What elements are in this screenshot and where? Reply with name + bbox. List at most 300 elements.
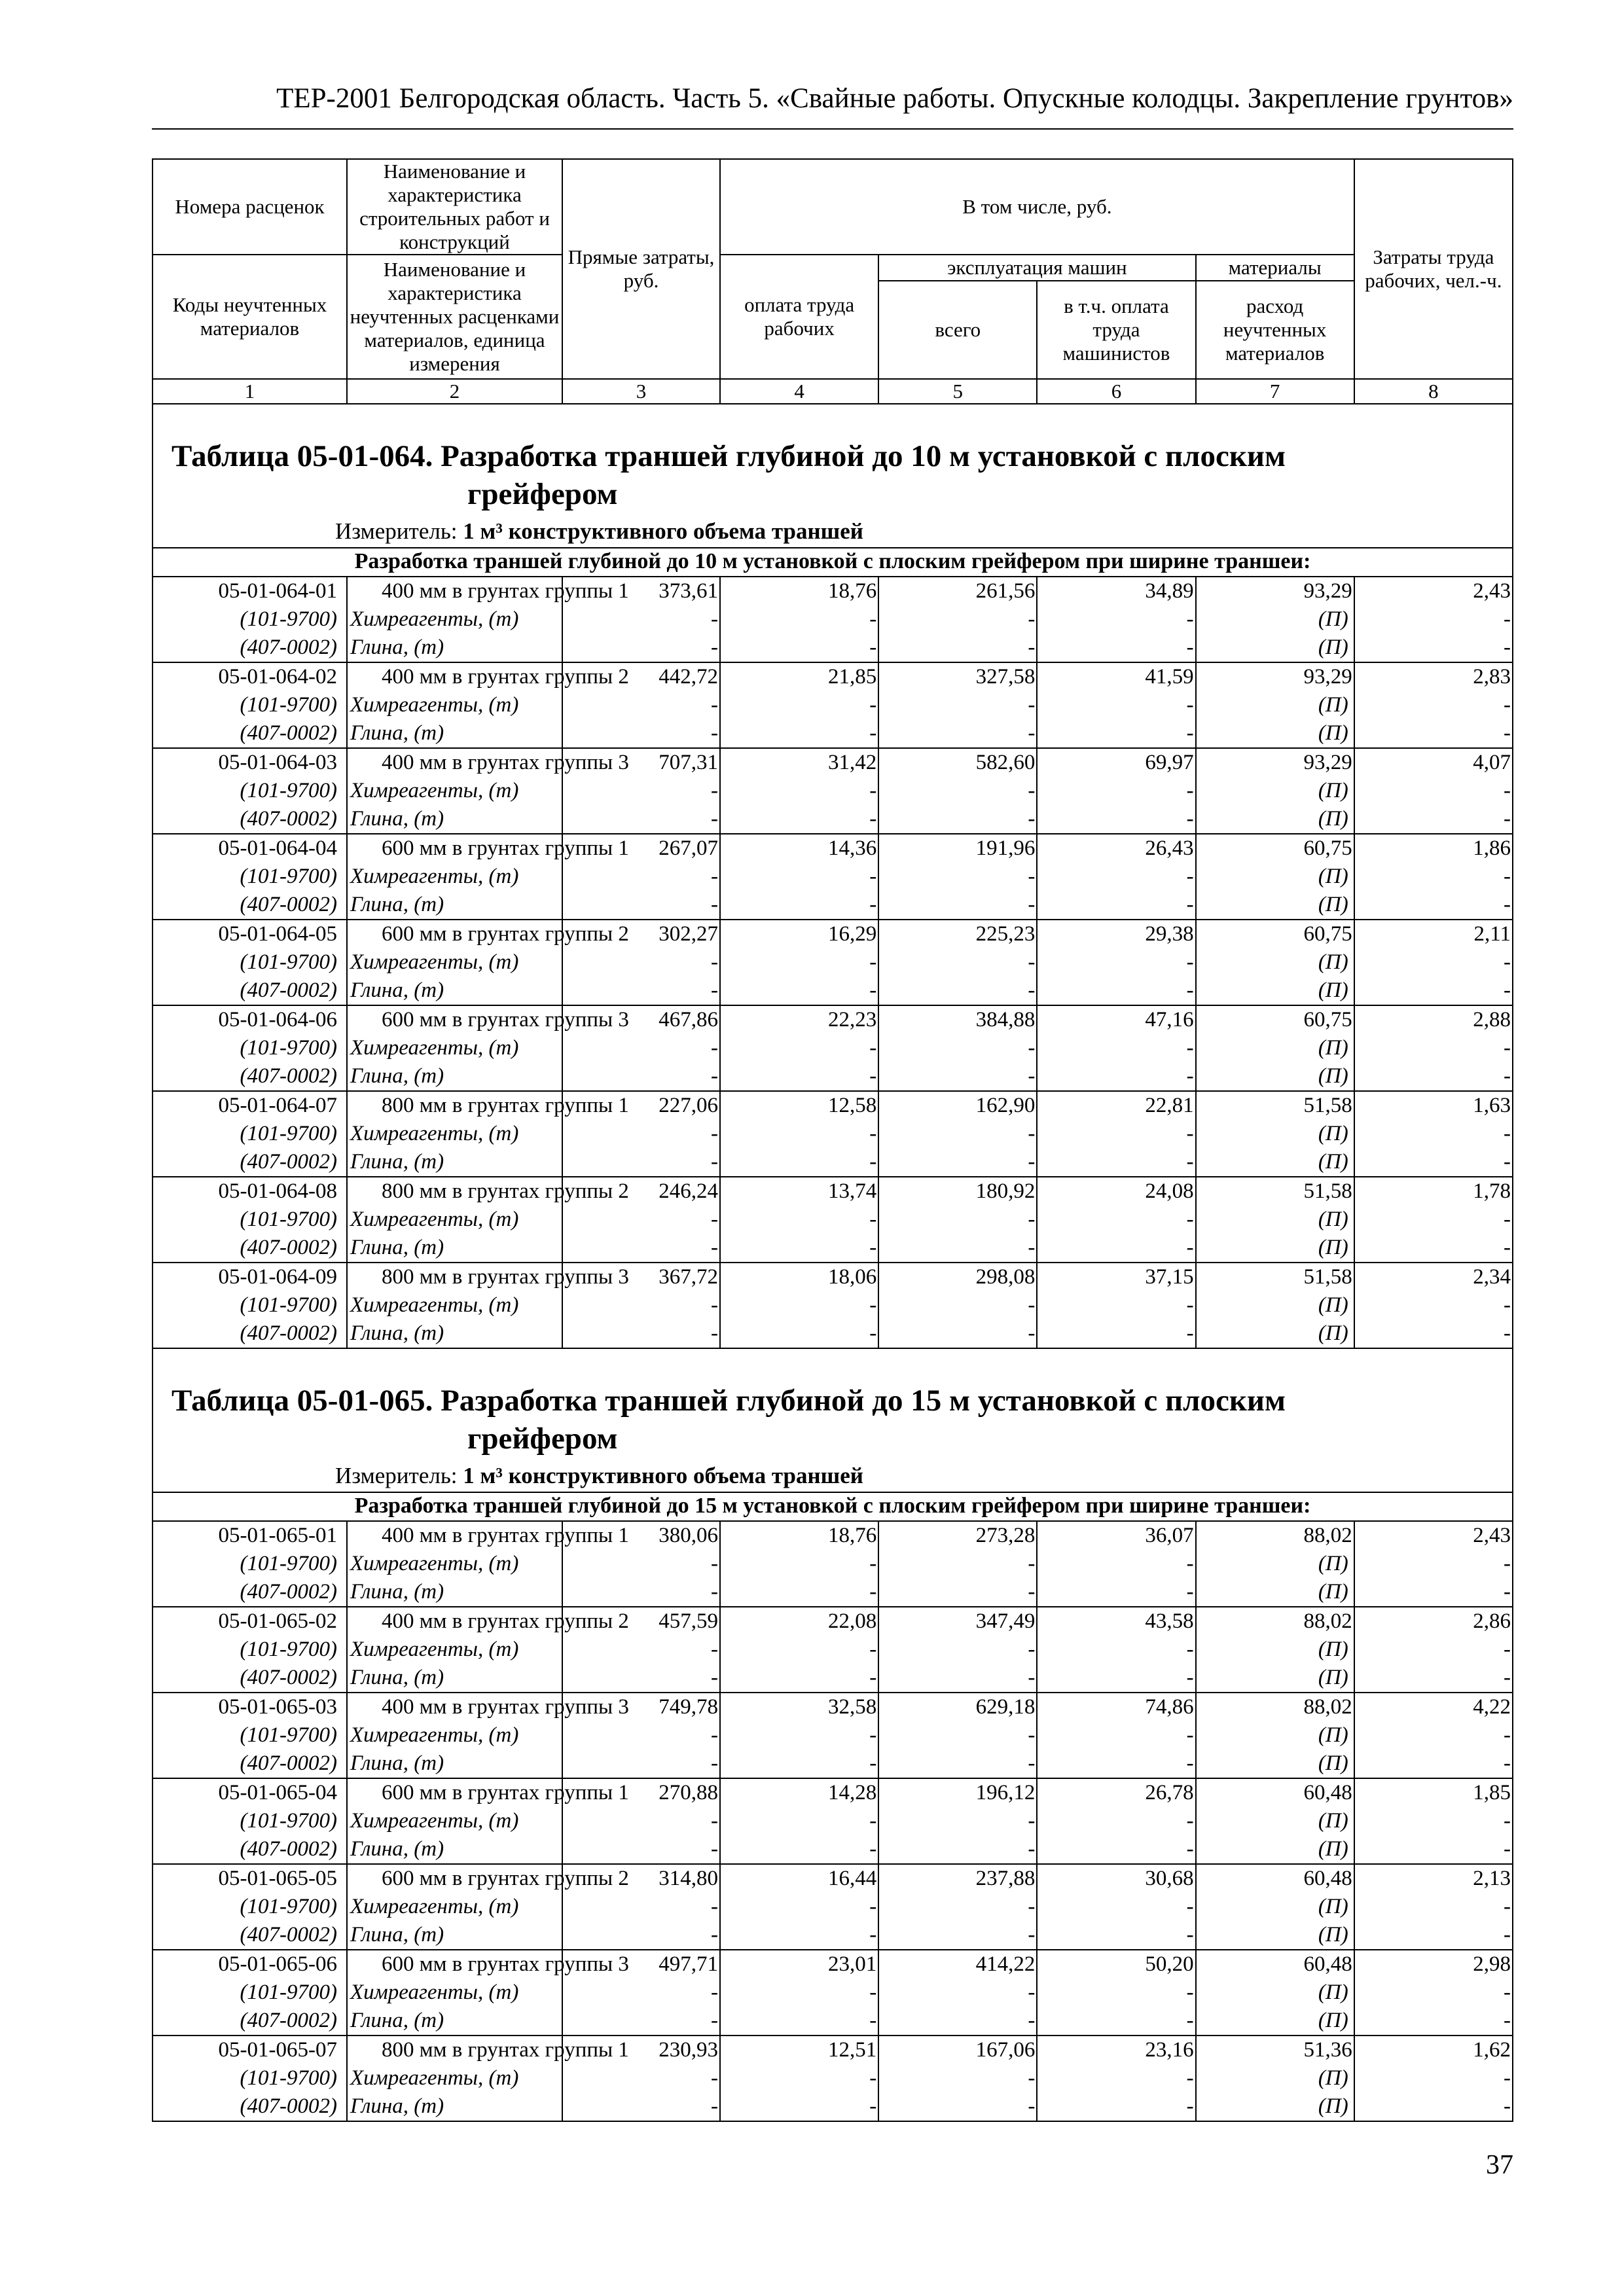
rate-name: 800 мм в грунтах группы 1 (347, 1091, 562, 1120)
materials-cost: 93,29 (1196, 577, 1354, 605)
material-consumption: (П) (1196, 2092, 1354, 2121)
material-consumption: (П) (1196, 691, 1354, 719)
rate-code: 05-01-064-04 (153, 834, 347, 863)
empty-dash: - (720, 1120, 878, 1148)
material-row (153, 719, 1513, 748)
material-consumption: (П) (1196, 863, 1354, 891)
empty-dash: - (720, 777, 878, 805)
empty-dash: - (562, 1120, 720, 1148)
rate-name: 400 мм в грунтах группы 3 (347, 1693, 562, 1721)
empty-dash: - (878, 1148, 1037, 1177)
empty-dash: - (1354, 1636, 1513, 1664)
material-row (153, 1034, 1513, 1062)
material-row (153, 2007, 1513, 2036)
material-row (153, 634, 1513, 662)
empty-dash: - (878, 805, 1037, 834)
material-name: Химреагенты, (т) (347, 1979, 562, 2007)
material-row (153, 1807, 1513, 1835)
empty-dash: - (878, 1807, 1037, 1835)
empty-dash: - (562, 891, 720, 920)
empty-dash: - (720, 977, 878, 1005)
rate-row (153, 1778, 1513, 1807)
empty-dash: - (1037, 1206, 1195, 1234)
material-name: Химреагенты, (т) (347, 1636, 562, 1664)
rate-name: 800 мм в грунтах группы 3 (347, 1263, 562, 1291)
empty-dash: - (1354, 691, 1513, 719)
worker-wages: 12,58 (720, 1091, 878, 1120)
empty-dash: - (1354, 2092, 1513, 2121)
empty-dash: - (720, 1206, 878, 1234)
empty-dash: - (1037, 1749, 1195, 1778)
worker-wages: 18,06 (720, 1263, 878, 1291)
empty-dash: - (562, 1034, 720, 1062)
empty-dash: - (1037, 948, 1195, 977)
material-code: (407-0002) (153, 1148, 347, 1177)
material-consumption: (П) (1196, 1578, 1354, 1607)
empty-dash: - (720, 1721, 878, 1749)
rate-row (153, 920, 1513, 948)
material-code: (407-0002) (153, 805, 347, 834)
material-code: (101-9700) (153, 1979, 347, 2007)
operator-wages: 74,86 (1037, 1693, 1195, 1721)
empty-dash: - (562, 1148, 720, 1177)
page-number: 37 (1486, 2150, 1513, 2180)
labor-hours: 2,34 (1354, 1263, 1513, 1291)
operator-wages: 50,20 (1037, 1950, 1195, 1979)
material-name: Химреагенты, (т) (347, 1120, 562, 1148)
material-consumption: (П) (1196, 1206, 1354, 1234)
material-consumption: (П) (1196, 1979, 1354, 2007)
materials-cost: 60,48 (1196, 1864, 1354, 1893)
empty-dash: - (1037, 1148, 1195, 1177)
materials-cost: 93,29 (1196, 748, 1354, 777)
material-code: (407-0002) (153, 719, 347, 748)
table-title-line: Таблица 05-01-064. Разработка траншей глубиной до 10 м установкой с плоским (171, 439, 1286, 473)
material-consumption: (П) (1196, 1835, 1354, 1864)
worker-wages: 16,44 (720, 1864, 878, 1893)
labor-hours: 2,11 (1354, 920, 1513, 948)
machines-total: 327,58 (878, 662, 1037, 691)
empty-dash: - (878, 948, 1037, 977)
material-code: (101-9700) (153, 2064, 347, 2092)
empty-dash: - (1037, 863, 1195, 891)
machines-total: 414,22 (878, 1950, 1037, 1979)
material-code: (101-9700) (153, 1206, 347, 1234)
table-title (153, 404, 1512, 513)
operator-wages: 36,07 (1037, 1521, 1195, 1550)
operator-wages: 37,15 (1037, 1263, 1195, 1291)
material-name: Химреагенты, (т) (347, 691, 562, 719)
empty-dash: - (720, 1148, 878, 1177)
empty-dash: - (720, 1234, 878, 1263)
table-unit (153, 1458, 1512, 1492)
machines-total: 298,08 (878, 1263, 1037, 1291)
empty-dash: - (1037, 1664, 1195, 1693)
empty-dash: - (1037, 777, 1195, 805)
labor-hours: 1,63 (1354, 1091, 1513, 1120)
empty-dash: - (562, 977, 720, 1005)
rate-row (153, 1091, 1513, 1120)
material-row (153, 1921, 1513, 1950)
table-title-block (152, 1349, 1513, 1492)
material-row (153, 1062, 1513, 1091)
header-material-consumption: расход неучтенных материалов (1196, 281, 1354, 379)
empty-dash: - (1037, 1578, 1195, 1607)
direct-costs: 707,31 (562, 748, 720, 777)
empty-dash: - (878, 1721, 1037, 1749)
material-row (153, 1120, 1513, 1148)
operator-wages: 24,08 (1037, 1177, 1195, 1206)
material-code: (407-0002) (153, 891, 347, 920)
worker-wages: 21,85 (720, 662, 878, 691)
material-consumption: (П) (1196, 2007, 1354, 2036)
material-name: Глина, (т) (347, 1319, 562, 1348)
empty-dash: - (1354, 2007, 1513, 2036)
empty-dash: - (562, 1721, 720, 1749)
material-code: (101-9700) (153, 1034, 347, 1062)
empty-dash: - (720, 1578, 878, 1607)
empty-dash: - (878, 1319, 1037, 1348)
material-code: (101-9700) (153, 1721, 347, 1749)
empty-dash: - (562, 1664, 720, 1693)
empty-dash: - (720, 948, 878, 977)
empty-dash: - (878, 777, 1037, 805)
empty-dash: - (1354, 1291, 1513, 1319)
rate-code: 05-01-064-06 (153, 1005, 347, 1034)
table-unit (153, 513, 1512, 547)
empty-dash: - (720, 634, 878, 662)
empty-dash: - (1037, 1721, 1195, 1749)
labor-hours: 2,98 (1354, 1950, 1513, 1979)
empty-dash: - (562, 1206, 720, 1234)
column-number: 5 (878, 379, 1037, 404)
direct-costs: 749,78 (562, 1693, 720, 1721)
material-row (153, 777, 1513, 805)
column-header-table (152, 158, 1513, 404)
column-number: 4 (720, 379, 878, 404)
material-code: (101-9700) (153, 948, 347, 977)
material-consumption: (П) (1196, 1234, 1354, 1263)
machines-total: 261,56 (878, 577, 1037, 605)
empty-dash: - (1037, 2092, 1195, 2121)
material-name: Химреагенты, (т) (347, 1550, 562, 1578)
empty-dash: - (1037, 634, 1195, 662)
header-rate-numbers: Номера расценок (153, 159, 347, 255)
empty-dash: - (878, 1578, 1037, 1607)
material-name: Химреагенты, (т) (347, 1807, 562, 1835)
empty-dash: - (720, 605, 878, 634)
empty-dash: - (1037, 1921, 1195, 1950)
empty-dash: - (878, 2007, 1037, 2036)
empty-dash: - (1354, 1062, 1513, 1091)
rate-name: 400 мм в грунтах группы 1 (347, 577, 562, 605)
empty-dash: - (1037, 2064, 1195, 2092)
empty-dash: - (878, 634, 1037, 662)
material-name: Глина, (т) (347, 1148, 562, 1177)
empty-dash: - (720, 1034, 878, 1062)
machines-total: 191,96 (878, 834, 1037, 863)
empty-dash: - (1354, 1749, 1513, 1778)
rate-row (153, 1263, 1513, 1291)
empty-dash: - (1354, 1807, 1513, 1835)
material-name: Глина, (т) (347, 1921, 562, 1950)
rate-name: 400 мм в грунтах группы 2 (347, 662, 562, 691)
labor-hours: 2,13 (1354, 1864, 1513, 1893)
material-code: (407-0002) (153, 1921, 347, 1950)
operator-wages: 22,81 (1037, 1091, 1195, 1120)
material-code: (101-9700) (153, 777, 347, 805)
material-code: (407-0002) (153, 1664, 347, 1693)
empty-dash: - (1354, 805, 1513, 834)
material-name: Глина, (т) (347, 1234, 562, 1263)
column-number: 6 (1037, 379, 1195, 404)
labor-hours: 4,07 (1354, 748, 1513, 777)
empty-dash: - (720, 691, 878, 719)
empty-dash: - (1037, 1893, 1195, 1921)
rate-code: 05-01-064-09 (153, 1263, 347, 1291)
material-consumption: (П) (1196, 891, 1354, 920)
material-row (153, 977, 1513, 1005)
worker-wages: 22,08 (720, 1607, 878, 1636)
material-name: Химреагенты, (т) (347, 863, 562, 891)
operator-wages: 29,38 (1037, 920, 1195, 948)
empty-dash: - (562, 1550, 720, 1578)
rate-row (153, 1521, 1513, 1550)
empty-dash: - (1354, 1206, 1513, 1234)
rate-name: 400 мм в грунтах группы 1 (347, 1521, 562, 1550)
empty-dash: - (720, 863, 878, 891)
section-heading: Разработка траншей глубиной до 10 м установкой с плоским грейфером при ширине траншеи: (152, 547, 1513, 576)
rate-row (153, 1950, 1513, 1979)
machines-total: 582,60 (878, 748, 1037, 777)
material-consumption: (П) (1196, 719, 1354, 748)
material-consumption: (П) (1196, 1034, 1354, 1062)
rate-code: 05-01-064-05 (153, 920, 347, 948)
empty-dash: - (1037, 1034, 1195, 1062)
rate-code: 05-01-064-07 (153, 1091, 347, 1120)
machines-total: 167,06 (878, 2036, 1037, 2064)
empty-dash: - (1037, 1979, 1195, 2007)
rate-name: 800 мм в грунтах группы 1 (347, 2036, 562, 2064)
empty-dash: - (562, 1234, 720, 1263)
material-consumption: (П) (1196, 1062, 1354, 1091)
material-name: Глина, (т) (347, 1835, 562, 1864)
empty-dash: - (720, 805, 878, 834)
empty-dash: - (1354, 1234, 1513, 1263)
material-consumption: (П) (1196, 1636, 1354, 1664)
empty-dash: - (1037, 1550, 1195, 1578)
empty-dash: - (562, 777, 720, 805)
material-code: (101-9700) (153, 691, 347, 719)
empty-dash: - (562, 2007, 720, 2036)
direct-costs: 367,72 (562, 1263, 720, 1291)
material-row (153, 1206, 1513, 1234)
material-code: (101-9700) (153, 1636, 347, 1664)
column-number: 7 (1196, 379, 1354, 404)
labor-hours: 1,86 (1354, 834, 1513, 863)
material-consumption: (П) (1196, 1120, 1354, 1148)
rate-code: 05-01-065-06 (153, 1950, 347, 1979)
material-row (153, 891, 1513, 920)
operator-wages: 41,59 (1037, 662, 1195, 691)
machines-total: 273,28 (878, 1521, 1037, 1550)
empty-dash: - (562, 691, 720, 719)
empty-dash: - (1354, 1550, 1513, 1578)
material-row (153, 1893, 1513, 1921)
materials-cost: 51,58 (1196, 1091, 1354, 1120)
table-title-line: Таблица 05-01-065. Разработка траншей глубиной до 15 м установкой с плоским (171, 1384, 1286, 1418)
empty-dash: - (878, 691, 1037, 719)
empty-dash: - (1354, 1120, 1513, 1148)
labor-hours: 2,43 (1354, 577, 1513, 605)
header-work-name: Наименование и характеристика строительных работ и конструкций (347, 159, 562, 255)
material-code: (407-0002) (153, 1234, 347, 1263)
material-consumption: (П) (1196, 948, 1354, 977)
material-row (153, 1749, 1513, 1778)
materials-cost: 60,75 (1196, 920, 1354, 948)
empty-dash: - (720, 1664, 878, 1693)
direct-costs: 380,06 (562, 1521, 720, 1550)
header-worker-wages: оплата труда рабочих (720, 255, 878, 379)
empty-dash: - (878, 1835, 1037, 1864)
page-header: ТЕР-2001 Белгородская область. Часть 5. «Свайные работы. Опускные колодцы. Закрепление грунтов» (276, 83, 1513, 114)
direct-costs: 302,27 (562, 920, 720, 948)
empty-dash: - (1037, 691, 1195, 719)
empty-dash: - (1354, 605, 1513, 634)
header-material-codes: Коды неучтенных материалов (153, 255, 347, 379)
empty-dash: - (878, 1120, 1037, 1148)
materials-cost: 88,02 (1196, 1521, 1354, 1550)
material-code: (101-9700) (153, 1550, 347, 1578)
material-name: Глина, (т) (347, 719, 562, 748)
worker-wages: 23,01 (720, 1950, 878, 1979)
rate-name: 600 мм в грунтах группы 2 (347, 1864, 562, 1893)
empty-dash: - (878, 1206, 1037, 1234)
material-code: (407-0002) (153, 1319, 347, 1348)
empty-dash: - (720, 1749, 878, 1778)
empty-dash: - (1354, 1664, 1513, 1693)
empty-dash: - (1037, 805, 1195, 834)
empty-dash: - (562, 805, 720, 834)
material-code: (407-0002) (153, 1578, 347, 1607)
materials-cost: 60,75 (1196, 1005, 1354, 1034)
direct-costs: 270,88 (562, 1778, 720, 1807)
empty-dash: - (562, 1893, 720, 1921)
empty-dash: - (1354, 1835, 1513, 1864)
table-title-block (152, 404, 1513, 547)
rate-name: 600 мм в грунтах группы 2 (347, 920, 562, 948)
material-code: (101-9700) (153, 1120, 347, 1148)
materials-cost: 51,58 (1196, 1263, 1354, 1291)
labor-hours: 1,85 (1354, 1778, 1513, 1807)
empty-dash: - (720, 1835, 878, 1864)
column-number: 2 (347, 379, 562, 404)
rate-code: 05-01-064-08 (153, 1177, 347, 1206)
empty-dash: - (1037, 1234, 1195, 1263)
labor-hours: 2,83 (1354, 662, 1513, 691)
empty-dash: - (562, 1062, 720, 1091)
empty-dash: - (878, 1234, 1037, 1263)
material-row (153, 1291, 1513, 1319)
empty-dash: - (1354, 1979, 1513, 2007)
empty-dash: - (1354, 719, 1513, 748)
empty-dash: - (1354, 891, 1513, 920)
material-code: (407-0002) (153, 634, 347, 662)
material-row (153, 1835, 1513, 1864)
material-code: (407-0002) (153, 1835, 347, 1864)
material-code: (407-0002) (153, 1062, 347, 1091)
empty-dash: - (878, 719, 1037, 748)
rate-row (153, 577, 1513, 605)
empty-dash: - (720, 1893, 878, 1921)
empty-dash: - (720, 1979, 878, 2007)
empty-dash: - (1354, 1148, 1513, 1177)
empty-dash: - (562, 1291, 720, 1319)
unit-label: Измеритель: (335, 1463, 458, 1488)
empty-dash: - (562, 719, 720, 748)
material-row (153, 2064, 1513, 2092)
empty-dash: - (1354, 2064, 1513, 2092)
empty-dash: - (1354, 1319, 1513, 1348)
materials-cost: 88,02 (1196, 1607, 1354, 1636)
empty-dash: - (1037, 719, 1195, 748)
empty-dash: - (878, 891, 1037, 920)
material-code: (407-0002) (153, 977, 347, 1005)
material-row (153, 948, 1513, 977)
empty-dash: - (720, 1807, 878, 1835)
machines-total: 180,92 (878, 1177, 1037, 1206)
material-code: (101-9700) (153, 1291, 347, 1319)
material-consumption: (П) (1196, 1319, 1354, 1348)
empty-dash: - (1037, 1807, 1195, 1835)
empty-dash: - (562, 1749, 720, 1778)
material-consumption: (П) (1196, 634, 1354, 662)
operator-wages: 30,68 (1037, 1864, 1195, 1893)
rate-row (153, 1005, 1513, 1034)
table-title (153, 1349, 1512, 1458)
worker-wages: 14,36 (720, 834, 878, 863)
empty-dash: - (562, 863, 720, 891)
machines-total: 162,90 (878, 1091, 1037, 1120)
material-code: (101-9700) (153, 1807, 347, 1835)
rate-name: 600 мм в грунтах группы 3 (347, 1005, 562, 1034)
empty-dash: - (1354, 634, 1513, 662)
direct-costs: 373,61 (562, 577, 720, 605)
material-name: Химреагенты, (т) (347, 1893, 562, 1921)
material-code: (407-0002) (153, 2007, 347, 2036)
labor-hours: 2,86 (1354, 1607, 1513, 1636)
empty-dash: - (878, 1979, 1037, 2007)
empty-dash: - (720, 1636, 878, 1664)
empty-dash: - (1037, 2007, 1195, 2036)
direct-costs: 467,86 (562, 1005, 720, 1034)
empty-dash: - (1037, 891, 1195, 920)
header-direct-costs: Прямые затраты, руб. (562, 159, 720, 379)
material-row (153, 1979, 1513, 2007)
material-name: Химреагенты, (т) (347, 777, 562, 805)
material-consumption: (П) (1196, 1893, 1354, 1921)
material-name: Химреагенты, (т) (347, 948, 562, 977)
table-title-line: грейфером (467, 1422, 618, 1456)
empty-dash: - (1354, 1578, 1513, 1607)
direct-costs: 442,72 (562, 662, 720, 691)
empty-dash: - (878, 1062, 1037, 1091)
material-row (153, 863, 1513, 891)
rate-name: 400 мм в грунтах группы 2 (347, 1607, 562, 1636)
labor-hours: 1,78 (1354, 1177, 1513, 1206)
direct-costs: 267,07 (562, 834, 720, 863)
material-row (153, 1664, 1513, 1693)
